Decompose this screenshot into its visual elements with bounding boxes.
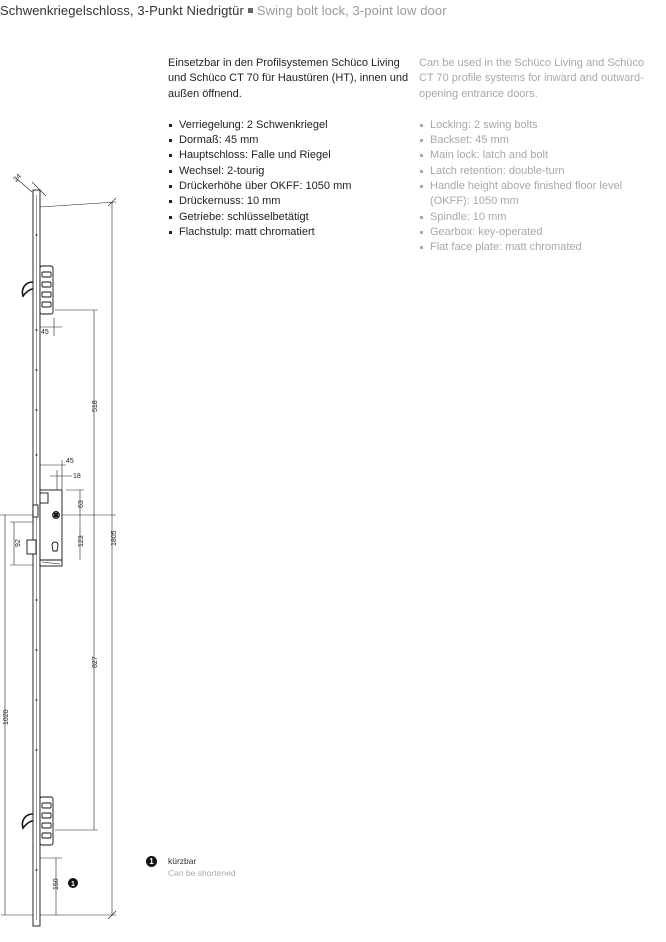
dim-150: 150 — [53, 878, 60, 890]
english-spec-item: Gearbox: key-operated — [419, 225, 659, 240]
german-spec-item: Dormaß: 45 mm — [168, 133, 413, 148]
title-german: Schwenkriegelschloss, 3-Punkt Niedrigtür — [0, 3, 244, 18]
dim-1805: 1805 — [111, 530, 118, 546]
english-spec-item: Latch retention: double-turn — [419, 164, 659, 179]
main-lock-case — [27, 490, 62, 566]
title-english: Swing bolt lock, 3-point low door — [256, 3, 447, 18]
shorten-marker — [68, 878, 78, 888]
dim-827: 827 — [92, 656, 99, 668]
bolt-rectangle — [27, 540, 36, 554]
footnote-english: Can be shortened — [168, 868, 236, 878]
english-spec-item: Main lock: latch and bolt — [419, 148, 659, 163]
dim-123: 123 — [78, 535, 85, 547]
english-spec-item: Handle height above finished floor level (OKFF): 1050 mm — [419, 179, 659, 210]
dim-45-lock: 45 — [66, 458, 74, 465]
dim-45-top: 45 — [41, 329, 49, 336]
marker-number: 1 — [71, 881, 75, 888]
dim-1020: 1020 — [3, 709, 10, 725]
german-intro: Einsetzbar in den Profilsystemen Schüco Living und Schüco CT 70 für Haustüren (HT), innen und außen öffnend. — [168, 57, 409, 100]
footnote-german: kürzbar — [168, 856, 197, 866]
german-spec-item: Drückernuss: 10 mm — [168, 194, 413, 209]
dim-24: 24 — [12, 172, 23, 184]
dim-63: 63 — [78, 500, 85, 508]
german-spec-item: Drückerhöhe über OKFF: 1050 mm — [168, 179, 413, 194]
german-spec-item: Wechsel: 2-tourig — [168, 164, 413, 179]
english-intro: Can be used in the Schüco Living and Schüco CT 70 profile systems for inward and outward-opening entrance doors. — [419, 57, 645, 100]
german-spec-item: Verriegelung: 2 Schwenkriegel — [168, 118, 413, 133]
english-spec-item: Spindle: 10 mm — [419, 210, 659, 225]
german-spec-item: Flachstulp: matt chromatiert — [168, 225, 413, 240]
german-spec-item: Hauptschloss: Falle und Riegel — [168, 148, 413, 163]
dim-518: 518 — [92, 400, 99, 412]
dim-18: 18 — [73, 473, 81, 480]
english-spec-item: Backset: 45 mm — [419, 133, 659, 148]
cylinder-cutout — [52, 542, 58, 551]
dim-92: 92 — [15, 539, 22, 547]
footnote-number: 1 — [146, 856, 157, 867]
faceplate — [33, 190, 40, 926]
german-spec-item: Getriebe: schlüsselbetätigt — [168, 210, 413, 225]
english-spec-item: Flat face plate: matt chromated — [419, 240, 659, 255]
english-spec-item: Locking: 2 swing bolts — [419, 118, 659, 133]
